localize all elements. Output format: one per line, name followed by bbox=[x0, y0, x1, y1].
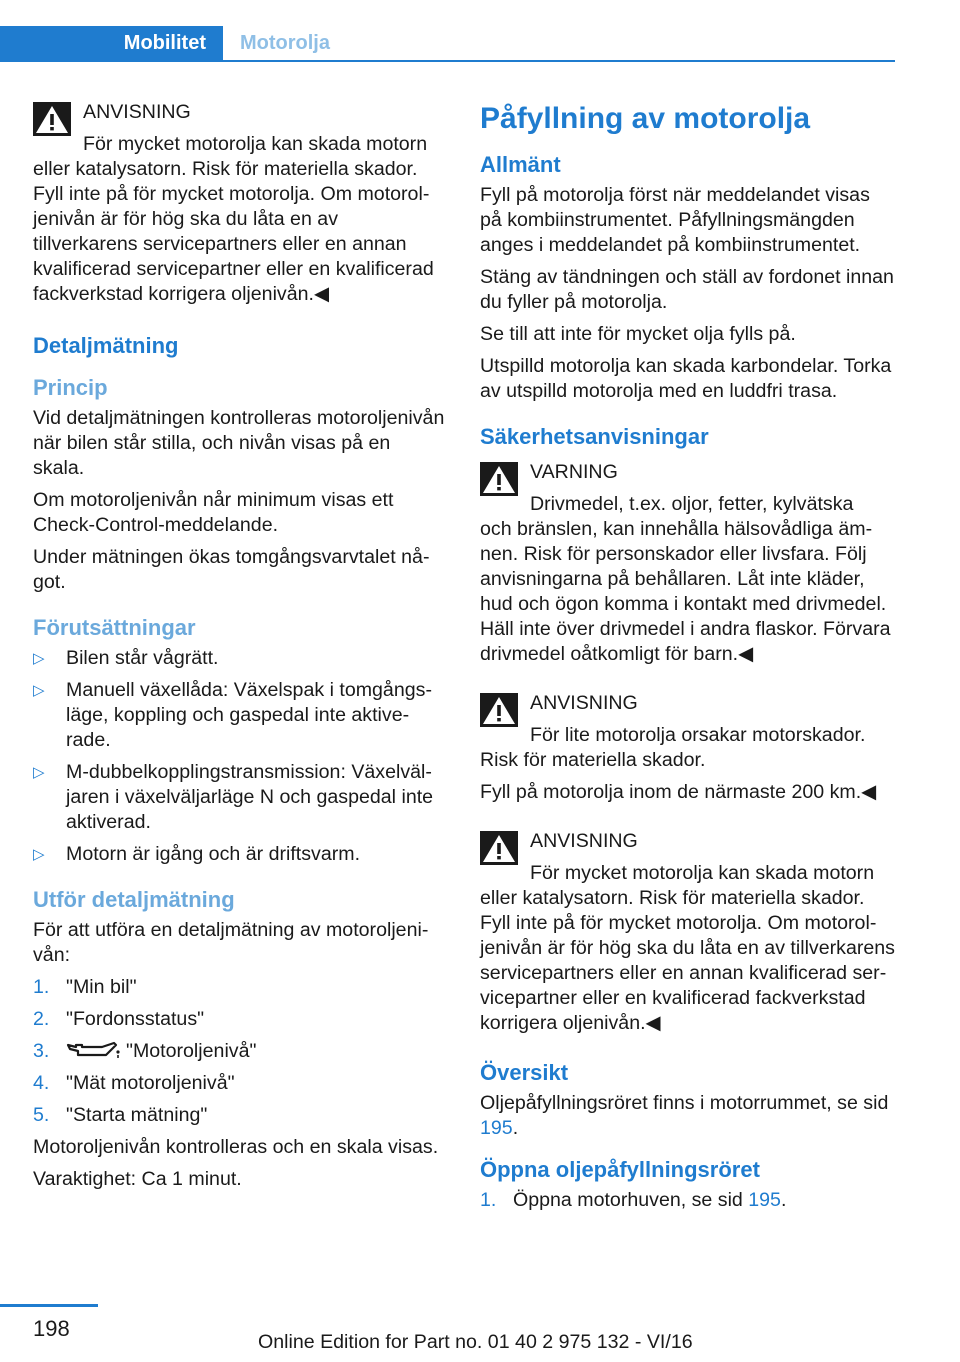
bullet-triangle-icon: ▷ bbox=[33, 682, 45, 699]
general-paragraph-1: Fyll på motorolja först när meddelandet visas på kombiinstrumentet. Påfyllningsmängden anges i meddelandet på kombiinstrumentet. bbox=[480, 184, 870, 256]
list-item: 2. "Fordonsstatus" bbox=[33, 1008, 205, 1030]
steps-list bbox=[33, 975, 445, 1128]
general-paragraph-2: Stäng av tändningen och ställ av fordonet innan du fyller på motorolja. bbox=[480, 266, 894, 313]
heading-utfor-detaljmatning: Utför detaljmätning bbox=[33, 887, 235, 912]
notice-title: ANVISNING bbox=[83, 101, 191, 123]
bullet-triangle-icon: ▷ bbox=[33, 650, 45, 667]
heading-forutsattningar: Förutsättningar bbox=[33, 615, 196, 640]
warning-first-line: Drivmedel, t.ex. oljor, fetter, kylvätska bbox=[530, 493, 854, 515]
left-column bbox=[33, 100, 445, 1199]
overview-paragraph: Oljepåfyllningsröret finns i motorrummet, se sid 195. bbox=[480, 1092, 889, 1139]
notice-body: Risk för materiella skador. bbox=[480, 749, 706, 771]
header-tabbar bbox=[0, 26, 895, 62]
oil-can-icon bbox=[66, 1040, 120, 1060]
warning-triangle-icon bbox=[480, 693, 518, 727]
notice-low-oil bbox=[480, 691, 895, 805]
list-item: ▷ Manuell växellåda: Växelspak i tomgångsläge, koppling och gaspedal inte aktiverade. bbox=[33, 679, 432, 751]
notice-excess-oil bbox=[480, 829, 895, 1036]
list-item: 1. Öppna motorhuven, se sid 195. bbox=[480, 1189, 787, 1211]
do-intro: För att utföra en detaljmätning av motoroljenivån: bbox=[33, 919, 429, 966]
page-link[interactable]: 195 bbox=[480, 1117, 513, 1139]
page-number: 198 bbox=[33, 1316, 70, 1341]
open-steps-list bbox=[480, 1188, 895, 1213]
warning-title: VARNING bbox=[530, 461, 618, 483]
heading-allmant: Allmänt bbox=[480, 152, 561, 177]
notice-title: ANVISNING bbox=[530, 692, 638, 714]
list-item: ▷ Motorn är igång och är driftsvarm. bbox=[33, 843, 361, 865]
general-paragraph-3: Se till att inte för mycket olja fylls på. bbox=[480, 323, 796, 345]
warning-triangle-icon bbox=[33, 102, 71, 136]
notice-first-line: För mycket motorolja kan skada motorn bbox=[530, 862, 875, 884]
warning-triangle-icon bbox=[480, 462, 518, 496]
princip-paragraph-3: Under mätningen ökas tomgångsvarvtalet något. bbox=[33, 546, 430, 593]
page-link[interactable]: 195 bbox=[748, 1189, 781, 1211]
after-paragraph-2: Varaktighet: Ca 1 minut. bbox=[33, 1168, 242, 1190]
page-title: Påfyllning av motorolja bbox=[480, 102, 811, 135]
edition-footer: Online Edition for Part no. 01 40 2 975 132 - VI/16 bbox=[258, 1331, 693, 1353]
heading-detaljmatning: Detaljmätning bbox=[33, 333, 179, 358]
general-paragraph-4: Utspilld motorolja kan skada karbondelar. Torka av utspilld motorolja med en luddfri trasa. bbox=[480, 355, 892, 402]
requirements-list bbox=[33, 646, 445, 867]
list-item: 3. "Motoroljenivå" bbox=[33, 1040, 257, 1062]
right-column bbox=[480, 100, 895, 1220]
list-item: 1. "Min bil" bbox=[33, 976, 137, 998]
princip-paragraph-1: Vid detaljmätningen kontrolleras motoroljenivån när bilen står stilla, och nivån visas på en skala. bbox=[33, 407, 445, 479]
warning-triangle-icon bbox=[480, 831, 518, 865]
warning-body: och bränslen, kan innehålla hälsovådliga ämnen. Risk för personskador eller livsfara. Följ anvisningarna på behållaren. Låt inte kläder, hud och ögon komma i kontakt med drivmedel. Häll inte över drivmedel i andra flaskor. Förvara drivmedel oåtkomligt för barn.◀ bbox=[480, 518, 891, 665]
list-item: 4. "Mät motoroljenivå" bbox=[33, 1072, 235, 1094]
bullet-triangle-icon: ▷ bbox=[33, 846, 45, 863]
notice-title: ANVISNING bbox=[530, 830, 638, 852]
notice-first-line: För mycket motorolja kan skada motorn bbox=[83, 133, 428, 155]
notice-body-2: Fyll på motorolja inom de närmaste 200 km.◀ bbox=[480, 781, 877, 803]
tab-mobilitet: Mobilitet bbox=[0, 26, 223, 60]
bullet-triangle-icon: ▷ bbox=[33, 764, 45, 781]
tab-motorolja: Motorolja bbox=[240, 31, 330, 54]
heading-oversikt: Översikt bbox=[480, 1060, 569, 1085]
notice-excess-oil bbox=[33, 100, 445, 307]
heading-sakerhetsanvisningar: Säkerhetsanvisningar bbox=[480, 424, 709, 449]
warning-fluids bbox=[480, 460, 895, 667]
heading-oppna-oljepafyllningsroret: Öppna oljepåfyllningsröret bbox=[480, 1157, 760, 1182]
list-item: 5. "Starta mätning" bbox=[33, 1104, 208, 1126]
notice-body: eller katalysatorn. Risk för materiella skador. Fyll inte på för mycket motorolja. Om motoroljenivån är för hög ska du låta en av tillverkarens servicepartners eller en annan kvalificerad servicepartner eller en kvalificerad fackverkstad korrigera oljenivån.◀ bbox=[33, 158, 434, 305]
princip-paragraph-2: Om motoroljenivån når minimum visas ett Check-Control-meddelande. bbox=[33, 489, 394, 536]
after-paragraph-1: Motoroljenivån kontrolleras och en skala visas. bbox=[33, 1136, 439, 1158]
list-item: ▷ M-dubbelkopplingstransmission: Växelväljaren i växelväljarläge N och gaspedal inte aktiverad. bbox=[33, 761, 434, 833]
list-item: ▷ Bilen står vågrätt. bbox=[33, 647, 219, 669]
footer-rule bbox=[0, 1304, 98, 1307]
heading-princip: Princip bbox=[33, 375, 108, 400]
notice-first-line: För lite motorolja orsakar motorskador. bbox=[530, 724, 866, 746]
notice-body: eller katalysatorn. Risk för materiella skador. Fyll inte på för mycket motorolja. Om motoroljenivån är för hög ska du låta en av tillverkarens servicepartners eller en annan kvalificerad servicepartner eller en kvalificerad fackverkstad korrigera oljenivån.◀ bbox=[480, 887, 895, 1034]
header-rule bbox=[0, 60, 895, 62]
